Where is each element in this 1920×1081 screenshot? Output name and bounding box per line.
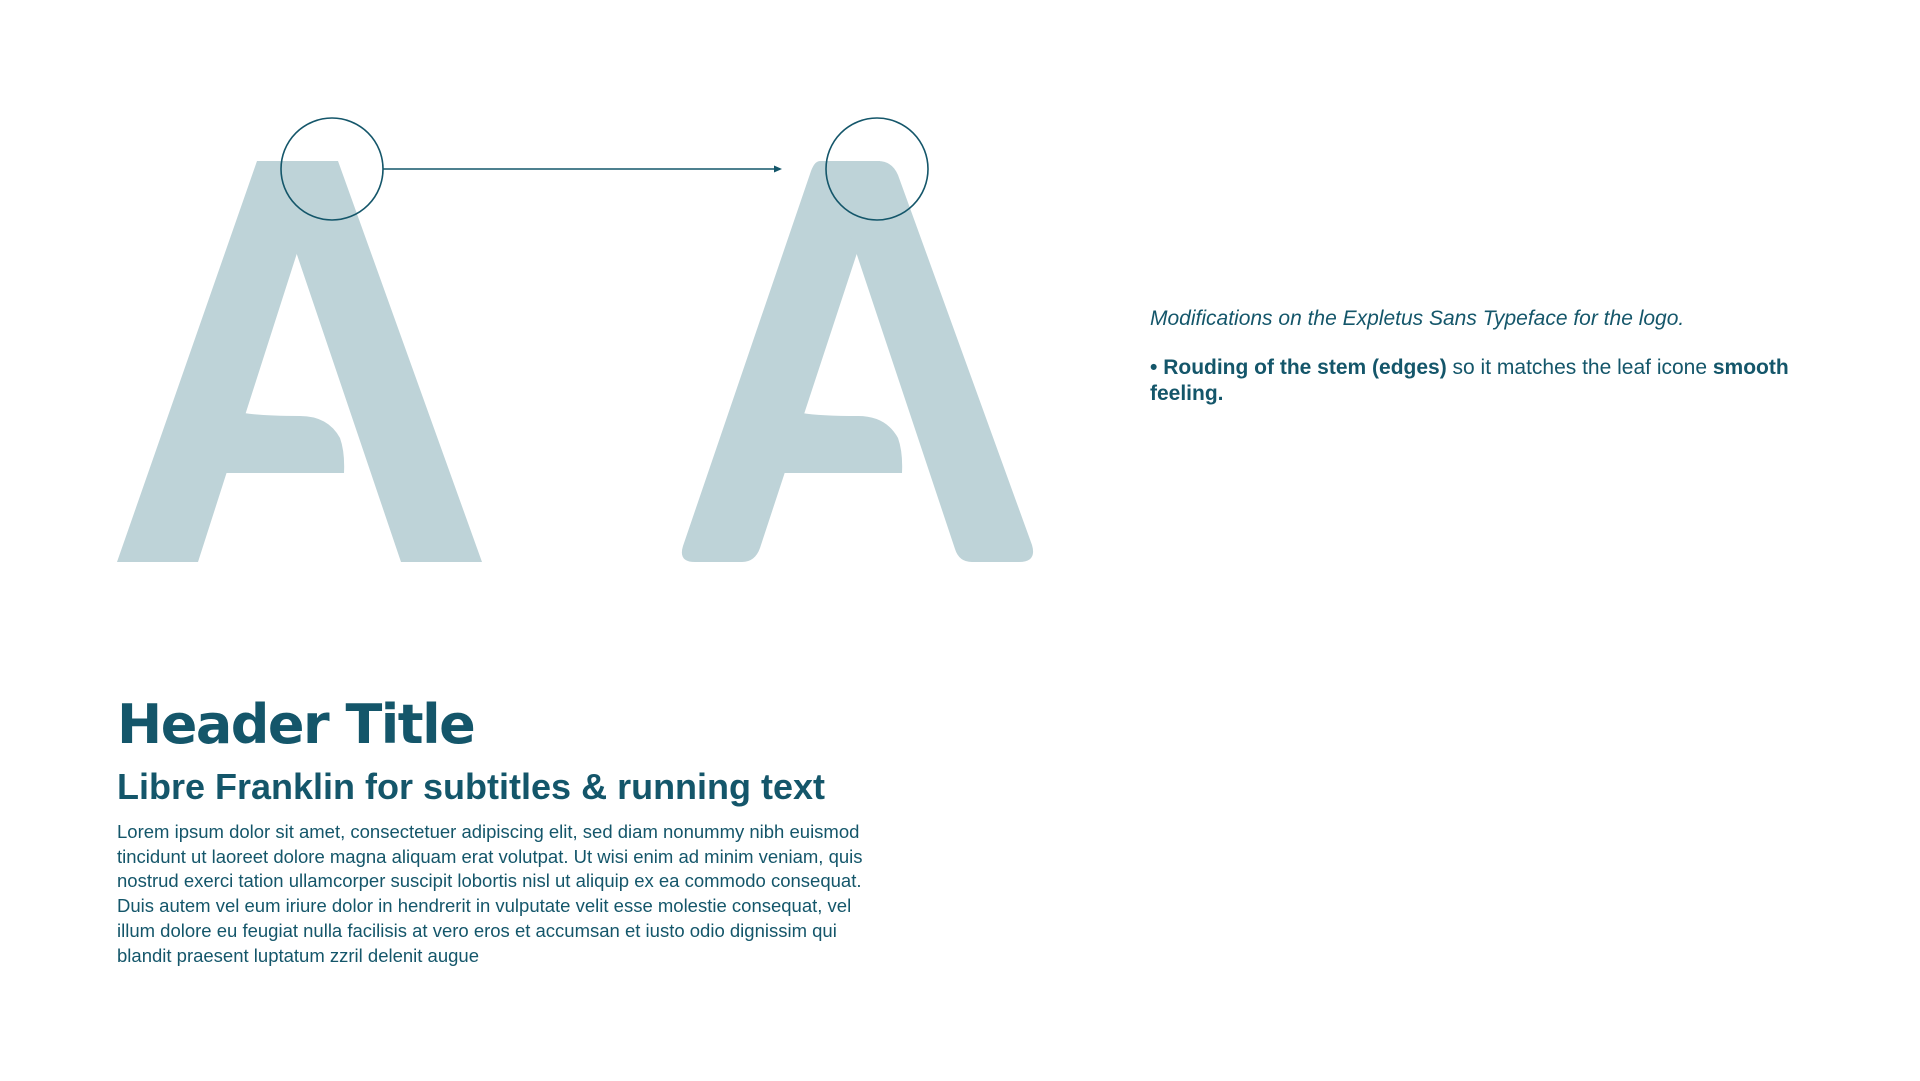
note-caption: Modifications on the Expletus Sans Typeface for the logo. <box>1150 307 1685 330</box>
original-letter-a <box>117 161 482 562</box>
note-bullet <box>1150 355 1830 407</box>
original-a-right-stem <box>257 161 482 562</box>
header-title: Header Title <box>117 693 475 756</box>
type-sample <box>117 690 877 968</box>
arrow-head-icon <box>774 166 782 173</box>
modified-letter-a <box>682 161 1033 562</box>
modification-note <box>1150 305 1830 407</box>
running-text: Lorem ipsum dolor sit amet, consectetuer adipiscing elit, sed diam nonummy nibh euismod tincidunt ut laoreet dolore magna aliquam erat volutpat. Ut wisi enim ad minim veniam, quis nostrud exerci tation ullamcorper suscipit lobortis nisl ut aliquip ex ea commodo consequat. Duis autem vel eum iriure dolor in hendrerit in vulputate velit esse molestie consequat, vel illum dolore eu feugiat nulla facilisis at vero eros et accumsan et iusto odio dignissim qui blandit praesent luptatum zzril delenit augue <box>117 821 863 966</box>
bullet-bold-text: Rouding of the stem (edges) <box>1163 356 1447 379</box>
bullet-bold-end-text: smooth feeling. <box>1150 356 1789 405</box>
subtitle: Libre Franklin for subtitles & running text <box>117 766 826 807</box>
modified-a-right-stem <box>820 161 1033 562</box>
bullet-symbol: • <box>1150 356 1158 379</box>
bullet-regular-text: so it matches the leaf icone <box>1452 356 1708 379</box>
